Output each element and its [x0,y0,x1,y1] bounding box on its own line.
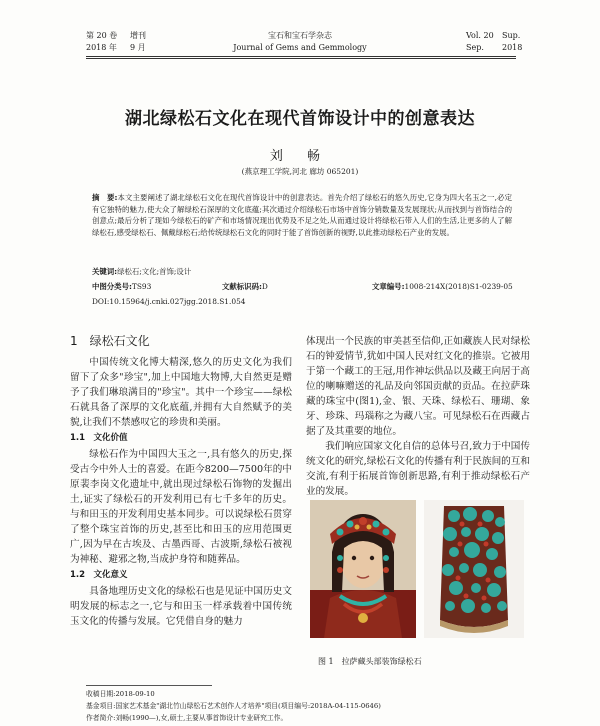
left-column [70,334,292,629]
abstract-text: 本文主要阐述了湖北绿松石文化在现代首饰设计中的创意表达。首先介绍了绿松石的悠久历史,它身为四大名玉之一,必定有它独特的魅力,使大众了解绿松石深厚的文化底蕴;其次通过介绍绿松石市场中首饰分销数量及发展现状;从而找到与首饰结合的创意点;最后分析了现如今绿松石的矿产和市场情况现出优势及不足之处,从而通过设计将绿松石带入人们的生活,让更多的人了解绿松石,感受绿松石、佩戴绿松石;给传统绿松石文化的同时于能了首饰创新的视野,以此推动绿松石产业的发展。 [92,193,512,237]
footnote-received: 收稿日期:2018-09-10 [86,690,155,698]
author-affiliation: (燕京理工学院,河北 廊坊 065201) [241,167,359,176]
footnote-author: 作者简介:刘畅(1990—),女,硕士,主要从事首饰设计专业研究工作。 [86,714,288,722]
doi: DOI:10.15964/j.cnki.027jgg.2018.S1.054 [92,297,246,306]
right-column [306,334,530,499]
article-number: 文章编号:1008-214X(2018)S1-0239-05 [372,282,513,291]
art-label: 文章编号: [372,282,405,291]
figure-photo-woman [310,500,416,638]
header-supp: 增刊 [130,31,146,40]
header-supp-en: Sup. [502,31,521,40]
doc-label: 文献标识码: [222,282,262,291]
woman-headdress-illustration [310,500,416,638]
section-1-number: 1 [70,334,78,348]
header-rule-bottom [86,58,516,59]
paragraph-cultural-meaning-start: 具备地理历史文化的绿松石也是见证中国历史文明发展的标志之一,它与和田玉一样承载着中国传统玉文化的传播与发展。它凭借自身的魅力 [70,586,292,627]
paragraph-intro: 中国传统文化博大精深,悠久的历史文化为我们留下了众多"珍宝",加上中国地大物博,大自然更是赠予了我们琳琅满目的"珍宝"。其中一个珍宝——绿松石就具备了深厚的文化底蕴,并拥有大自然赋予的美貌,让我们不禁感叹它的珍贵和美丽。 [70,357,292,428]
turquoise-ornament-illustration [424,500,524,638]
abstract [92,192,512,238]
keywords-label: 关键词: [92,267,118,276]
header-journal-cn: 宝石和宝石学杂志 [268,31,332,40]
header-vol-en: Vol. 20 [466,31,494,40]
header-year: 2018 年 [86,43,117,52]
paper-title: 湖北绿松石文化在现代首饰设计中的创意表达 [125,109,475,129]
abstract-label: 摘 要: [92,193,118,202]
author-name: 刘 畅 [269,149,331,164]
header-year-en: 2018 [502,43,523,52]
footnote-fund: 基金项目:国家艺术基金"湖北竹山绿松石艺术创作人才培养"项目(项目编号:2018A-04-115-0646) [86,702,381,710]
header-issue-no: 第 20 卷 [86,31,118,40]
clc-label: 中图分类号: [92,282,132,291]
header-month-en: Sep. [466,43,484,52]
footnote-rule [86,685,212,686]
keywords-text: 绿松石;文化;首饰;设计 [117,267,192,276]
subsection-1-1-heading: 1.1 文化价值 [70,433,128,443]
section-1-title: 绿松石文化 [89,334,150,348]
keywords [92,266,512,278]
header-journal-en: Journal of Gems and Gemmology [233,43,367,52]
figure-caption: 图 1 拉萨藏头部装饰绿松石 [318,657,422,666]
figure-photo-ornament [424,500,524,638]
section-1-heading [70,334,292,349]
header-rule-top [86,56,516,57]
subsection-1-2-heading: 1.2 文化意义 [70,570,128,580]
clc-number: 中图分类号:TS93 [92,282,152,291]
paragraph-cultural-meaning-cont: 体现出一个民族的审美甚至信仰,正如藏族人民对绿松石的钟爱情节,犹如中国人民对红文化的推崇。它被用于第一个藏工的王冠,用作神坛供品以及藏王向居于高位的喇嘛赠送的礼品及向邻国贡献的贡品。在拉萨珠藏的珠宝中(图1),金、银、天珠、绿松石、珊瑚、象牙、珍珠、玛瑙称之为藏八宝。可见绿松石在西藏占据了及其重要的地位。 [306,336,530,437]
paragraph-cultural-confidence: 我们响应国家文化自信的总体号召,致力于中国传统文化的研究,绿松石文化的传播有利于民族间的互和交流,有利于拓展首饰创新思路,有利于推动绿松石产业的发展。 [306,441,530,497]
header-month: 9 月 [130,43,146,52]
paragraph-cultural-value: 绿松石作为中国四大玉之一,具有悠久的历史,探受古今中外人士的喜爱。在距今8200—7500年的中原裴李岗文化遗址中,就出现过绿松石饰物的发掘出土,证实了绿松石的开发利用已有七千多年的历史。与和田玉的开发利用史基本同步。可以说绿松石贯穿了整个珠宝首饰的历史,甚至比和田玉的应用范围更广,因为早在古埃及、古墨西哥、古波斯,绿松石被视为神秘、避邪之物,当成护身符和随葬品。 [70,449,292,565]
doc-code: 文献标识码:D [222,282,268,291]
